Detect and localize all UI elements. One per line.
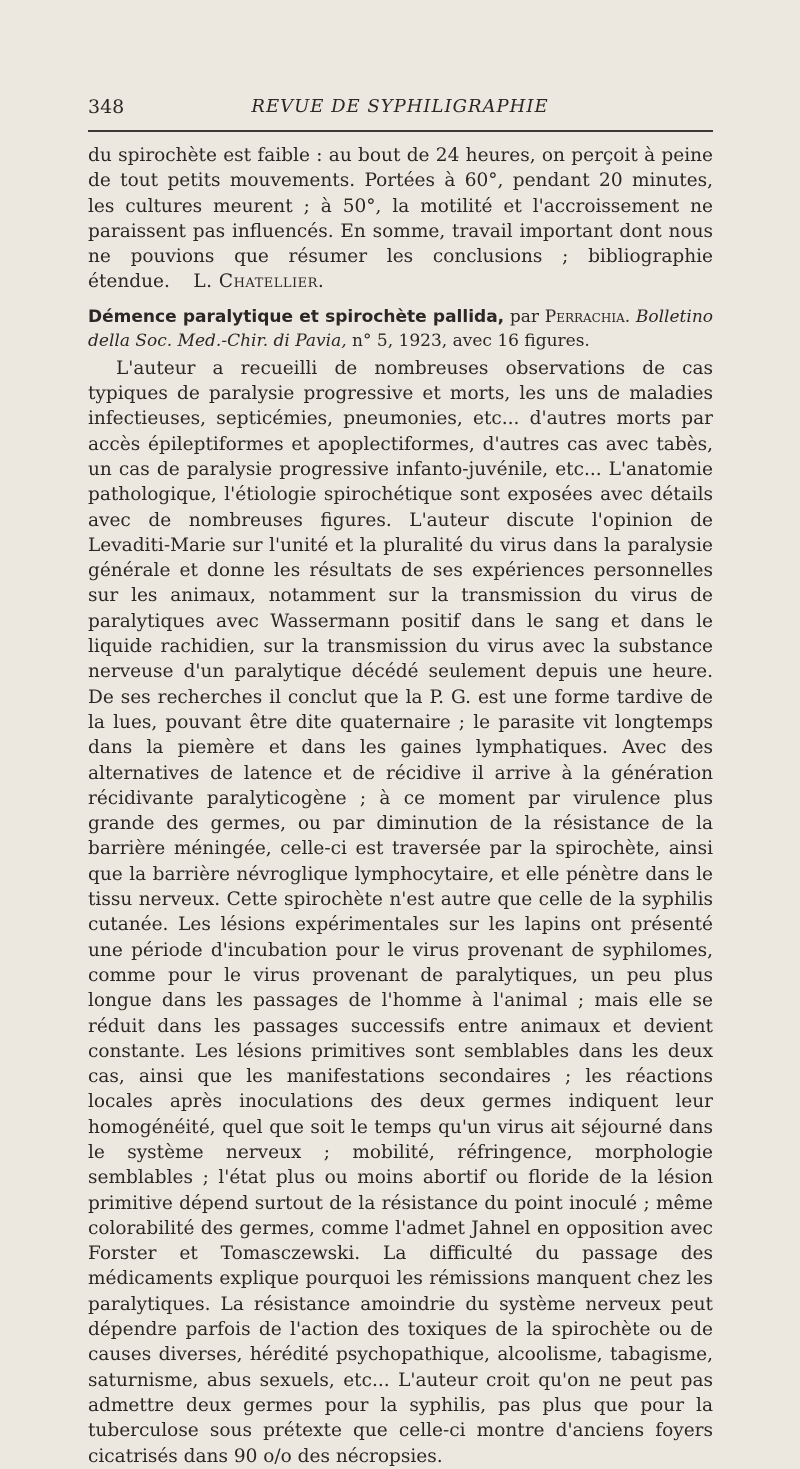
header-rule xyxy=(88,130,713,132)
review-signature: L. Chatellier. xyxy=(193,271,325,293)
running-head-title: REVUE DE SYPHILIGRAPHIE xyxy=(251,96,549,117)
review-heading xyxy=(88,305,713,353)
page-body xyxy=(88,143,713,1469)
review-title: Démence paralytique et spirochète pallida, xyxy=(88,306,505,327)
previous-review-body: du spirochète est faible : au bout de 24 heures, on perçoit à peine de tout petits mouvements. Portées à 60°, pendant 20 minutes, les cultures meurent ; à 50°, la motilité et l'accroissement ne paraissent pas influencés. En somme, travail important dont nous ne pouvions que résumer les conclusions ; bibliographie étendue. xyxy=(88,145,713,293)
review-by: par xyxy=(509,306,540,327)
review-details: n° 5, 1923, avec 16 figures. xyxy=(352,330,590,351)
review-author: Perrachia. xyxy=(544,306,631,327)
previous-review-text xyxy=(88,143,713,295)
review-body: L'auteur a recueilli de nombreuses observations de cas typiques de paralysie progressive et morts, les uns de maladies infectieuses, septicémies, pneumonies, etc... d'autres morts par accès épileptiformes et apoplectiformes, d'autres cas avec tabès, un cas de paralysie progressive infanto-juvénile, etc... L'anatomie pathologique, l'étiologie spirochétique sont exposées avec détails avec de nombreuses figures. L'auteur discute l'opinion de Levaditi-Marie sur l'unité et la pluralité du virus dans la paralysie générale et donne les résultats de ses expériences personnelles sur les animaux, notamment sur la transmission du virus de paralytiques avec Wassermann positif dans le sang et dans le liquide rachidien, sur la transmission du virus avec la substance nerveuse d'un paralytique décédé seulement depuis une heure. De ses recherches il conclut que la P. G. est une forme tardive de la lues, pouvant être dite quaternaire ; le parasite vit longtemps dans la piemère et dans les gaines lymphatiques. Avec des alternatives de latence et de récidive il arrive à la génération récidivante paralyticogène ; à ce moment par virulence plus grande des germes, ou par diminution de la résistance de la barrière méningée, celle-ci est traversée par la spirochète, ainsi que la barrière névroglique lymphocytaire, et elle pénètre dans le tissu nerveux. Cette spirochète n'est autre que celle de la syphilis cutanée. Les lésions expérimentales sur les lapins ont présenté une période d'incubation pour le virus provenant de syphilomes, comme pour le virus provenant de paralytiques, un peu plus longue dans les passages de l'homme à l'animal ; mais elle se réduit dans les passages successifs entre animaux et devient constante. Les lésions primitives sont semblables dans les deux cas, ainsi que les manifestations secondaires ; les réactions locales après inoculations des deux germes indiquent leur homogénéité, quel que soit le temps qu'un virus ait séjourné dans le système nerveux ; mobilité, réfringence, morphologie semblables ; l'état plus ou moins abortif ou floride de la lésion primitive dépend surtout de la résistance du point inoculé ; même colorabilité des germes, comme l'admet Jahnel en opposition avec Forster et Tomasczewski. La difficulté du passage des médicaments explique pourquoi les rémissions manquent chez les paralytiques. La résistance amoindrie du système nerveux peut dépendre parfois de l'action des toxiques de la spirochète ou de causes diverses, hérédité psychopathique, alcoolisme, tabagisme, saturnisme, abus sexuels, etc... L'auteur croit qu'on ne peut pas admettre deux germes pour la syphilis, pas plus que pour la tuberculose sous prétexte que celle-ci montre d'anciens foyers cicatrisés dans 90 o/o des nécropsies. xyxy=(88,357,713,1467)
page-number: 348 xyxy=(88,96,125,118)
review-source: Bolletino della Soc. Med.-Chir. di Pavia, xyxy=(88,306,714,351)
